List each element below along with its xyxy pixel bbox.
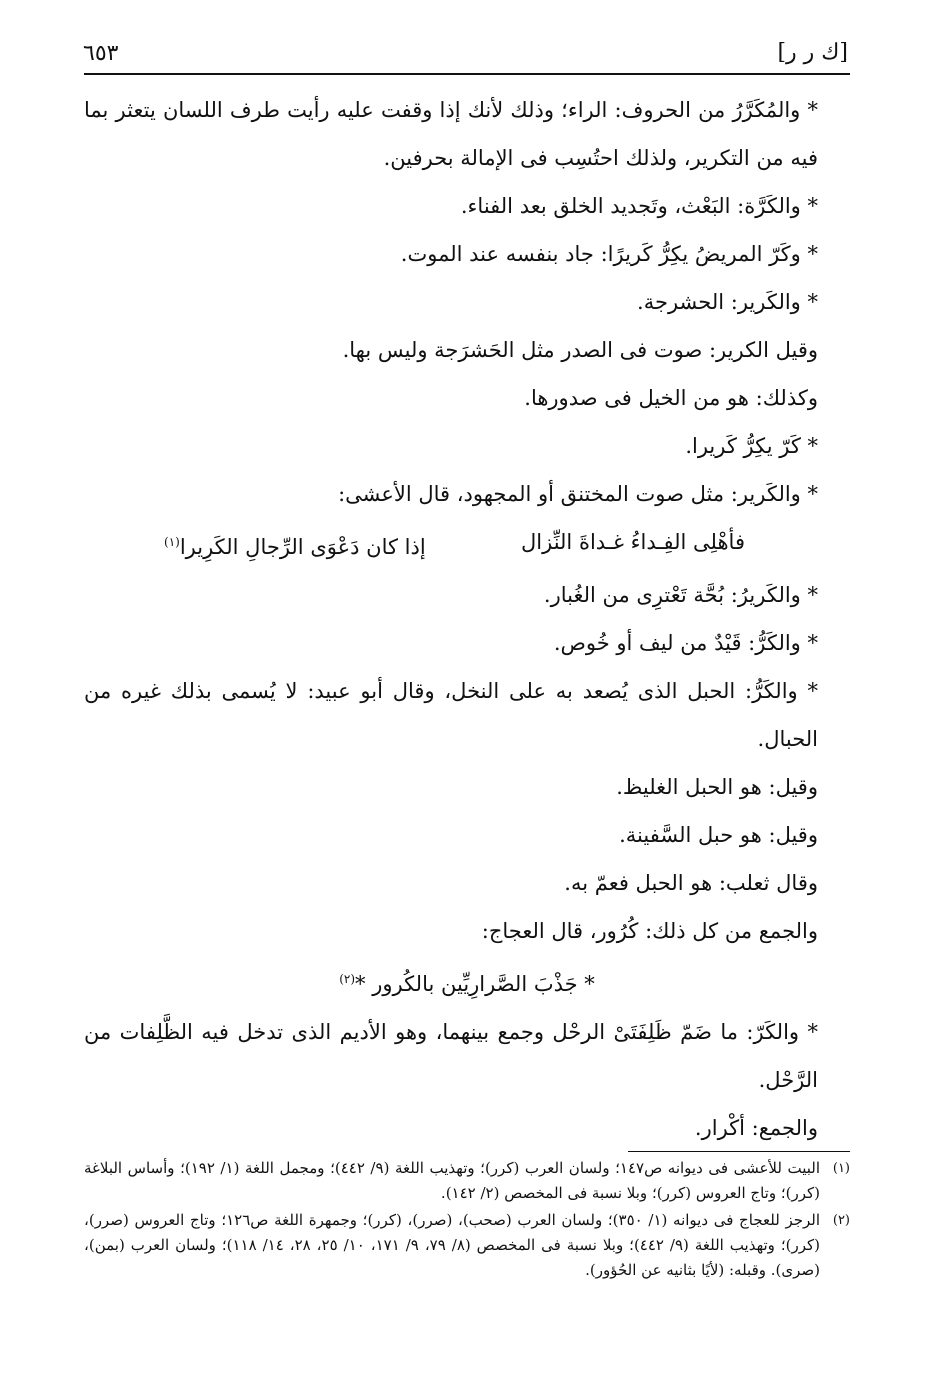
footnotes: [84, 1156, 850, 1285]
footnote-number: (١): [832, 1161, 850, 1176]
paragraph-karr-yakirr: * كَرّ يكِرُّ كَريرا.: [685, 434, 818, 458]
paragraph-zalifat: * والكَرّ: ما ضَمّ ظَلِفَتَىْ الرحْل وجمع بينهما، وهو الأديم الذى تدخل فيه الظَّلِفات من الرَّحْل.: [84, 1020, 818, 1092]
footnote-text: الرجز للعجاج فى ديوانه (١/ ٣٥٠)؛ ولسان العرب (صحب)، (صرر)، (كرر)؛ وجمهرة اللغة ص١٢٦؛ وتاج العروس (صرر)، (كرر)؛ وتهذيب اللغة (٩/ ٤٤٢)؛ وبلا نسبة فى المخصص (٨/ ٧٩، ٩/ ١٧١، ١٠/ ٢٥، ٢٨، ١٤/ ١١٨)؛ ولسان العرب (بمن)، (صرى). وقبله: (لأيًا بثانيه عن الحُؤور).: [84, 1211, 821, 1279]
paragraph-qil-karir: وقيل الكرير: صوت فى الصدر مثل الحَشرَجة وليس بها.: [342, 338, 818, 362]
paragraph-karra: * والكَرَّة: البَعْث، وتَجديد الخلق بعد الفناء.: [460, 194, 818, 218]
paragraph-safina: وقيل: هو حبل السَّفينة.: [619, 823, 818, 847]
page-number: ٦٥٣: [83, 41, 119, 66]
verse-asha: [84, 518, 850, 571]
paragraph-akrar: والجمع: أكْرار.: [694, 1116, 818, 1140]
footnote-number: (٢): [832, 1213, 850, 1228]
footnote-rule: [628, 1151, 850, 1152]
paragraph-jam: والجمع من كل ذلك: كُرُور، قال العجاج:: [481, 919, 818, 943]
footnote-text: البيت للأعشى فى ديوانه ص١٤٧؛ ولسان العرب (كرر)؛ وتهذيب اللغة (٩/ ٤٤٢)؛ ومجمل اللغة (١/ ١٩٢)؛ وأساس البلاغة (كرر)؛ وتاج العروس (كرر)؛ وبلا نسبة فى المخصص (٢/ ١٤٢).: [84, 1159, 821, 1202]
paragraph-qayd: * والكَرُّ: قَيْدٌ من ليف أو خُوص.: [553, 631, 818, 655]
paragraph-habl: * والكَرُّ: الحبل الذى يُصعد به على النخل، وقال أبو عبيد: لا يُسمى بذلك غيره من الحبال.: [84, 679, 818, 751]
verse-hemistich-2: إذا كان دَعْوَى الرِّجالِ الكَرِيرا$^{(١)}$: [164, 535, 426, 559]
paragraph-karr-marid: * وكَرّ المريضُ يكِرُّ كَريرًا: جاد بنفسه عند الموت.: [400, 242, 818, 266]
paragraph-mukarrar: * والمُكَرَّرُ من الحروف: الراء؛ وذلك لأنك إذا وقفت عليه رأيت طرف اللسان يتعثر بما فيه من التكرير، ولذلك احتُسِب فى الإمالة بحرفين.: [84, 98, 818, 170]
footnote-marker-1[interactable]: (١): [164, 535, 180, 549]
paragraph-asha: * والكَرير: مثل صوت المختنق أو المجهود، قال الأعشى:: [338, 482, 818, 506]
verse-hemistich-1: فأهْلِى الفِـداءُ غـداةَ النِّزال: [521, 530, 745, 554]
paragraph-thalab: وقال ثعلب: هو الحبل فعمّ به.: [564, 871, 818, 895]
paragraph-bohha: * والكَريرُ: بُحَّة تَعْترِى من الغُبار.: [543, 583, 818, 607]
running-head: [ك ر ر]: [777, 40, 848, 65]
paragraph-kadhalika: وكذلك: هو من الخيل فى صدورها.: [524, 386, 818, 410]
footnote-marker-2[interactable]: (٢): [339, 972, 356, 986]
verse-ajjaj: * جَذْبَ الصَّرارِيِّين بالكُرور *$^{(٢)}$: [339, 972, 595, 996]
footnote-1: [84, 1156, 850, 1206]
entry-body: [84, 86, 850, 1152]
paragraph-ghaliz: وقيل: هو الحبل الغليظ.: [616, 775, 818, 799]
header-rule: [84, 73, 850, 75]
paragraph-karir: * والكَرير: الحشرجة.: [637, 290, 818, 314]
footnote-2: [84, 1208, 850, 1283]
